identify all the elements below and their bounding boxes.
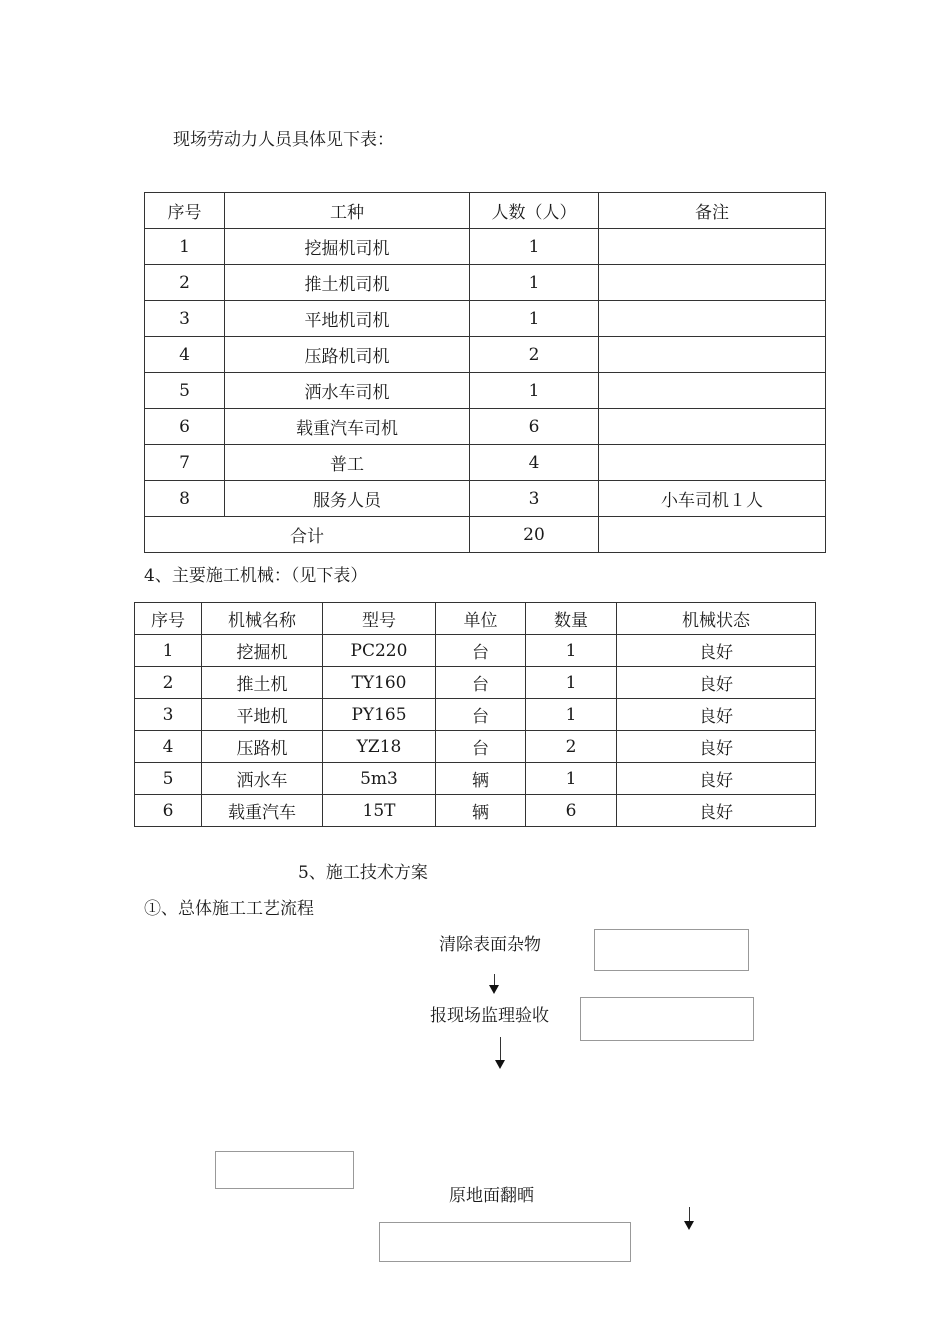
- total-label: 合计: [145, 517, 470, 553]
- flow-step-1: 清除表面杂物: [439, 935, 541, 955]
- table-cell: 台: [436, 635, 526, 667]
- header-cell: 数量: [526, 603, 617, 635]
- table-cell: 2: [470, 337, 599, 373]
- table-cell: PY165: [323, 699, 436, 731]
- table-cell: 5: [145, 373, 225, 409]
- table-cell: 1: [470, 229, 599, 265]
- table-cell: 辆: [436, 795, 526, 827]
- flow-box-1: [594, 929, 749, 971]
- table-cell: 2: [135, 667, 202, 699]
- header-cell: 工种: [225, 193, 470, 229]
- total-note: [599, 517, 826, 553]
- table-row: [135, 763, 816, 795]
- table-cell: 良好: [617, 795, 816, 827]
- table-row: [135, 635, 816, 667]
- header-cell: 人数（人）: [470, 193, 599, 229]
- table-cell: 6: [145, 409, 225, 445]
- table-cell: 平地机司机: [225, 301, 470, 337]
- section5-title: 5、施工技术方案: [298, 863, 428, 883]
- header-cell: 机械名称: [202, 603, 323, 635]
- table-cell: 2: [145, 265, 225, 301]
- flow-box-3: [215, 1151, 354, 1189]
- flow-box-2: [580, 997, 754, 1041]
- table-cell: 良好: [617, 667, 816, 699]
- table-cell: 台: [436, 731, 526, 763]
- flow-step-3: 原地面翻晒: [449, 1186, 534, 1206]
- table-row: [135, 699, 816, 731]
- table-row: [145, 337, 826, 373]
- table-cell: PC220: [323, 635, 436, 667]
- table-cell: 6: [470, 409, 599, 445]
- table-cell: 良好: [617, 635, 816, 667]
- table-cell: 1: [145, 229, 225, 265]
- table-cell: 6: [135, 795, 202, 827]
- table-cell: 洒水车: [202, 763, 323, 795]
- table-row: [135, 795, 816, 827]
- table-cell: 15T: [323, 795, 436, 827]
- table-cell: [599, 265, 826, 301]
- table-cell: 5: [135, 763, 202, 795]
- table-row: [145, 265, 826, 301]
- table-cell: 良好: [617, 763, 816, 795]
- table-row: [135, 731, 816, 763]
- table-cell: 普工: [225, 445, 470, 481]
- table-cell: 服务人员: [225, 481, 470, 517]
- table-cell: 载重汽车司机: [225, 409, 470, 445]
- flow-step-2: 报现场监理验收: [430, 1006, 549, 1026]
- table-cell: 洒水车司机: [225, 373, 470, 409]
- section4-title: 4、主要施工机械：（见下表）: [144, 566, 368, 586]
- header-cell: 序号: [135, 603, 202, 635]
- table-cell: 8: [145, 481, 225, 517]
- table-cell: 1: [526, 667, 617, 699]
- table-cell: 1: [470, 265, 599, 301]
- header-cell: 单位: [436, 603, 526, 635]
- table-cell: 4: [470, 445, 599, 481]
- table-cell: 1: [470, 301, 599, 337]
- table-cell: 5m3: [323, 763, 436, 795]
- table-cell: 压路机: [202, 731, 323, 763]
- table-cell: 3: [145, 301, 225, 337]
- table-cell: [599, 229, 826, 265]
- table-header-row: [145, 193, 826, 229]
- total-count: 20: [470, 517, 599, 553]
- table-cell: 3: [470, 481, 599, 517]
- table-cell: 1: [135, 635, 202, 667]
- table-cell: [599, 301, 826, 337]
- table-row: [145, 301, 826, 337]
- table-row: [145, 373, 826, 409]
- table-cell: [599, 445, 826, 481]
- table-cell: 挖掘机司机: [225, 229, 470, 265]
- table-cell: 挖掘机: [202, 635, 323, 667]
- table-cell: 平地机: [202, 699, 323, 731]
- header-cell: 型号: [323, 603, 436, 635]
- table-cell: 台: [436, 667, 526, 699]
- table-row: [145, 481, 826, 517]
- machine-table: [134, 602, 816, 827]
- table-cell: 6: [526, 795, 617, 827]
- table-cell: 良好: [617, 731, 816, 763]
- table-cell: 小车司机１人: [599, 481, 826, 517]
- table-cell: 1: [526, 635, 617, 667]
- table-row: [145, 409, 826, 445]
- table-cell: TY160: [323, 667, 436, 699]
- table-cell: 1: [470, 373, 599, 409]
- flow-title: ①、总体施工工艺流程: [144, 899, 314, 919]
- table-cell: 1: [526, 763, 617, 795]
- table-cell: 4: [145, 337, 225, 373]
- table-cell: 载重汽车: [202, 795, 323, 827]
- table-cell: 4: [135, 731, 202, 763]
- table-row: [135, 667, 816, 699]
- table-cell: YZ18: [323, 731, 436, 763]
- intro-text: 现场劳动力人员具体见下表：: [173, 130, 394, 150]
- total-row: [145, 517, 826, 553]
- labor-table: [144, 192, 826, 553]
- table-cell: 3: [135, 699, 202, 731]
- flow-box-4: [379, 1222, 631, 1262]
- table-cell: 推土机司机: [225, 265, 470, 301]
- table-cell: 台: [436, 699, 526, 731]
- table-cell: [599, 373, 826, 409]
- table-header-row: [135, 603, 816, 635]
- table-cell: 1: [526, 699, 617, 731]
- table-cell: [599, 337, 826, 373]
- header-cell: 机械状态: [617, 603, 816, 635]
- table-cell: 良好: [617, 699, 816, 731]
- table-cell: 2: [526, 731, 617, 763]
- table-cell: 辆: [436, 763, 526, 795]
- table-row: [145, 229, 826, 265]
- table-cell: [599, 409, 826, 445]
- table-cell: 推土机: [202, 667, 323, 699]
- header-cell: 备注: [599, 193, 826, 229]
- table-cell: 压路机司机: [225, 337, 470, 373]
- header-cell: 序号: [145, 193, 225, 229]
- table-cell: 7: [145, 445, 225, 481]
- table-row: [145, 445, 826, 481]
